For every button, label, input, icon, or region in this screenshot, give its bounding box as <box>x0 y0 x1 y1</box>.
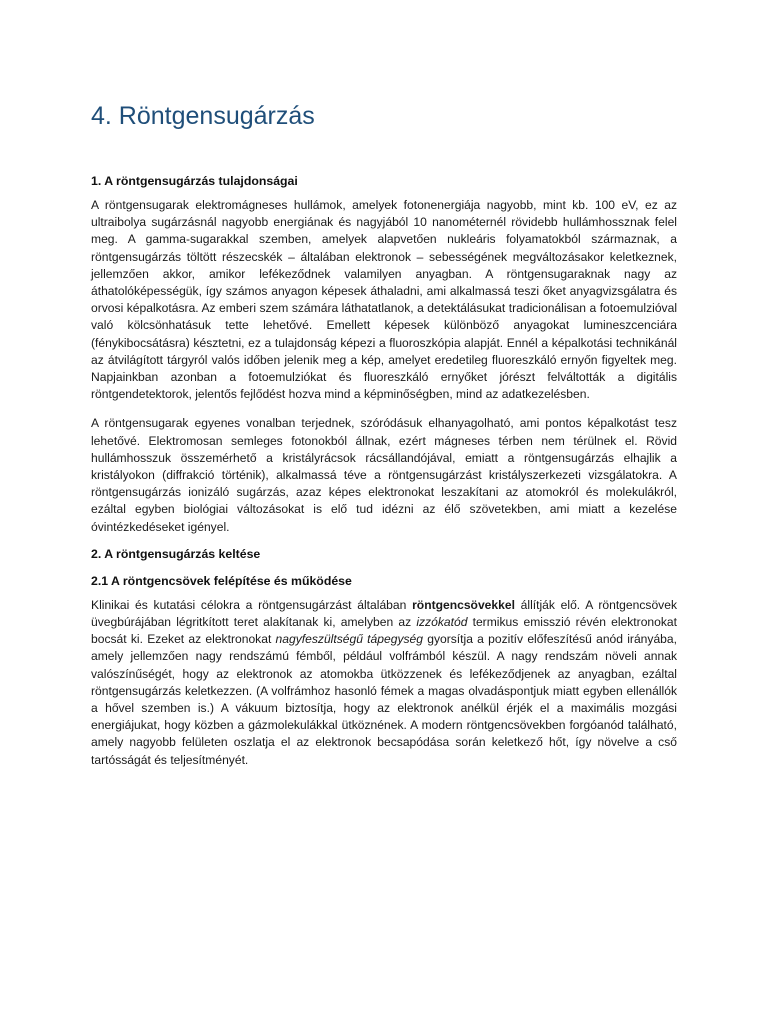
section-2-heading: 2. A röntgensugárzás keltése <box>91 546 261 561</box>
text-run: állítják elő. A röntgencsövek üvegbúrájában légritkított teret alakítanak ki, amelyben az <box>91 597 677 630</box>
italic-term-izzokatod: izzókatód <box>416 615 468 630</box>
bold-term-rontgencsovekkel: röntgencsövekkel <box>412 597 515 612</box>
text-run: gyorsítja a pozitív előfeszítésű anód irányába, amely jellemzően nagy rendszámú fémből, például volfrámból készül. A nagy rendszám növeli annak valószínűségét, hogy az elektronok az atomokba ütközzenek és lefékeződjenek az anyagban, ezáltal röntgensugárzás keletkezzen. (A volfrámhoz hasonló fémek a magas olvadáspontjuk miatt egyben ellenállók a hővel szemben is.) A vákuum biztosítja, hogy az elektronok anélkül érjék el a maximális mozgási energiájukat, hogy közben a gázmolekulákkal ütköznének. A modern röntgencsövekben forgóanód található, amely nagyobb felületen oszlatja el az elektronok becsapódása során keletkező hőt, így növelve a cső tartósságát és teljesítményét. <box>91 632 677 767</box>
section-1-paragraph-1: A röntgensugarak elektromágneses hullámok, amelyek fotonenergiája nagyobb, mint kb. 100 eV, ez az ultraibolya sugárzásnál nagyobb energiának és nagyjából 10 nanométernél rövidebb hullámhossznak felel meg. A gamma-sugarakkal szemben, amelyek alapvetően nukleáris folyamatokból származnak, a röntgensugárzás töltött részecskék – általában elektronok – sebességének megváltozásakor keletkeznek, jellemzően akkor, amikor lefékeződnek valamilyen anyagban. A röntgensugaraknak nagy az áthatolóképességük, így számos anyagon képesek áthaladni, ami alkalmassá teszi őket anyagvizsgálatra és orvosi képalkotásra. Az emberi szem számára láthatatlanok, a detektálásukat tradicionálisan a fotoemulzióval való kölcsönhatásuk tette lehetővé. Emellett képesek különböző anyagokat lumineszcenciára (fénykibocsátásra) késztetni, ez a tulajdonság képezi a fluoroszkópia alapját. Ennél a képalkotási technikánál az átvilágított tárgyról valós időben jelenik meg a kép, amelyet eredetileg fluoreszkáló ernyőn figyeltek meg. Napjainkban azonban a fotoemulziókat és fluoreszkáló ernyőket jórészt felváltották a digitális röntgendetektorok, jelentős fejlődést hozva mind a képminőségben, mind az adatkezelésben. <box>91 198 677 402</box>
page-title: 4. Röntgensugárzás <box>91 102 315 130</box>
section-1-paragraph-2: A röntgensugarak egyenes vonalban terjednek, szóródásuk elhanyagolható, ami pontos képalkotást tesz lehetővé. Elektromosan semleges fotonokból állnak, ezért mágneses térben nem térülnek el. Rövid hullámhosszuk összemérhető a kristályrácsok rácsállandójával, emiatt a röntgensugárzás elhajlik a kristályokon (diffrakció történik), alkalmassá téve a röntgensugárzást kristályszerkezeti vizsgálatokra. A röntgensugárzás ionizáló sugárzás, azaz képes elektronokat leszakítani az atomokról és molekulákról, ezáltal egyben biológiai változásokat is elő tud idézni az élő szövetekben, ami miatt a kezelése óvintézkedéseket igényel. <box>91 416 677 534</box>
section-2-1-heading: 2.1 A röntgencsövek felépítése és működése <box>91 573 352 588</box>
text-run: termikus emisszió révén elektronokat bocsát ki. Ezeket az elektronokat <box>91 615 677 647</box>
text-run: Klinikai és kutatási célokra a röntgensugárzást általában <box>91 597 413 612</box>
section-1-heading: 1. A röntgensugárzás tulajdonságai <box>91 174 298 188</box>
italic-term-tapegyseg: nagyfeszültségű tápegység <box>275 632 423 647</box>
document-page <box>91 100 677 781</box>
section-2-1-paragraph-1 <box>91 597 677 769</box>
